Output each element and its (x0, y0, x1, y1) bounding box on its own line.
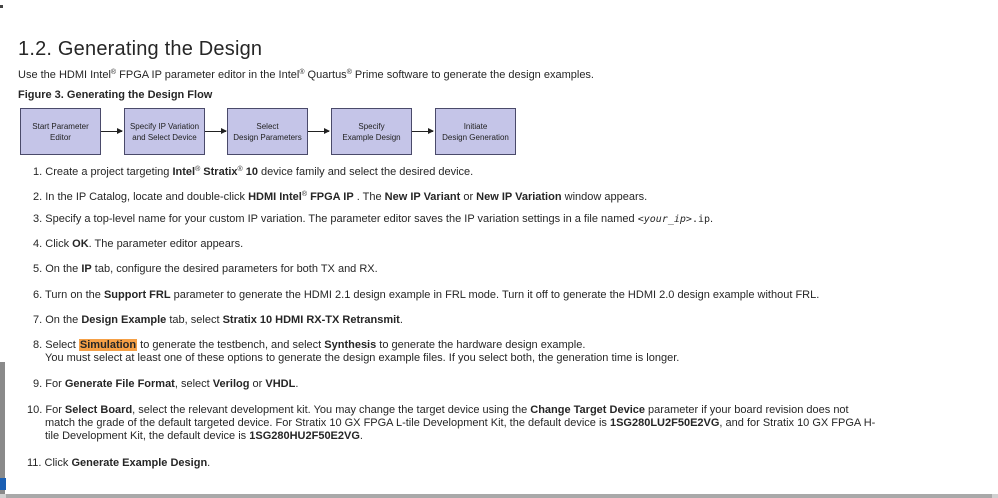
flow-step-initiate-design-generation: Initiate Design Generation (435, 108, 516, 155)
registered-mark: ® (110, 69, 117, 76)
step-number: 5. (33, 263, 43, 275)
step-text: For (45, 378, 65, 390)
step-item (33, 339, 913, 365)
step-text: to generate the hardware design example. (376, 339, 586, 351)
flow-step-start-parameter-editor: Start Parameter Editor (20, 108, 101, 155)
step-text: or (249, 378, 266, 390)
step-text: . (399, 314, 403, 326)
flow-arrow (101, 131, 122, 132)
step-text: On the (45, 263, 82, 275)
registered-mark: ® (346, 69, 352, 76)
design-flow-diagram (0, 108, 998, 160)
flow-step-select-design-parameters: Select Design Parameters (227, 108, 308, 155)
step-text: tab, select (166, 314, 223, 326)
step-text: Create a project targeting (45, 166, 173, 178)
step-text: On the (45, 314, 82, 326)
step-text: , select (174, 378, 213, 390)
intro-text: Quartus (304, 69, 347, 81)
step-number: 2. (33, 191, 43, 203)
flow-arrow (308, 131, 329, 132)
step-number: 10. (27, 404, 43, 416)
step-text: For (45, 404, 65, 416)
code-text: >.ip (685, 214, 711, 225)
step-item (33, 163, 913, 179)
left-edge-marker (0, 5, 3, 8)
step-note: You must select at least one of these options to generate the design example files. If you select both, the generation time is longer. (45, 352, 680, 364)
step-number: 6. (33, 289, 43, 301)
step-continuation (27, 417, 917, 430)
step-bold: Support FRL (103, 289, 171, 301)
code-italic: your_ip (643, 214, 686, 225)
step-text: , select the relevant development kit. You may change the target device using the (132, 404, 531, 416)
intro-text: Use the HDMI Intel (18, 69, 111, 81)
step-text: , and for Stratix 10 GX FPGA H- (719, 417, 876, 429)
step-bold: Change Target Device (530, 404, 645, 416)
step-text: or (460, 191, 477, 203)
step-text: In the IP Catalog, locate and double-click (45, 191, 249, 203)
step-item (33, 289, 913, 302)
step-bold: Synthesis (324, 339, 377, 351)
step-bold: Stratix (200, 166, 238, 178)
step-text: . (710, 213, 714, 225)
flow-step-specify-example-design: Specify Example Design (331, 108, 412, 155)
step-bold: 1SG280HU2F50E2VG (249, 430, 360, 442)
step-number: 8. (33, 339, 43, 351)
step-bold: 1SG280LU2F50E2VG (609, 417, 720, 429)
step-text: . (295, 378, 299, 390)
step-text: tab, configure the desired parameters for both TX and RX. (91, 263, 378, 275)
step-bold: New IP Variant (384, 191, 461, 203)
step-continuation (27, 430, 917, 443)
file-name-code (638, 214, 710, 225)
flow-arrow (205, 131, 226, 132)
step-bold: Verilog (212, 378, 250, 390)
step-text: . The parameter editor appears. (88, 238, 244, 250)
intro-text: Prime software to generate the design examples. (351, 69, 594, 81)
scroll-tab-icon[interactable] (0, 478, 6, 490)
step-item (33, 213, 913, 226)
step-text: parameter if your board revision does not (645, 404, 849, 416)
step-item (27, 457, 907, 470)
step-text: Click (45, 238, 73, 250)
step-bold: New IP Variation (476, 191, 562, 203)
intro-paragraph (18, 69, 594, 81)
step-bold: Select Board (64, 404, 133, 416)
intro-text: FPGA IP parameter editor in the Intel (116, 69, 300, 81)
step-item (33, 263, 913, 276)
step-number: 11. (27, 457, 42, 469)
step-text: . (359, 430, 363, 442)
step-item (33, 188, 913, 204)
step-item (33, 238, 913, 251)
registered-mark: ® (195, 166, 201, 173)
step-item (27, 404, 917, 443)
step-bold: IP (81, 263, 92, 275)
step-text: Select (45, 339, 79, 351)
step-text: parameter to generate the HDMI 2.1 design example in FRL mode. Turn it off to generate the HDMI 2.0 design example without FRL. (170, 289, 820, 301)
registered-mark: ® (301, 191, 308, 198)
step-number: 7. (33, 314, 43, 326)
figure-caption: Figure 3. Generating the Design Flow (18, 89, 213, 101)
step-text: Click (44, 457, 72, 469)
step-bold: Generate File Format (64, 378, 175, 390)
section-title: 1.2. Generating the Design (18, 38, 263, 60)
step-number: 1. (33, 166, 43, 178)
step-text: tile Development Kit, the default device is (45, 430, 250, 442)
step-text: to generate the testbench, and select (137, 339, 325, 351)
step-item (33, 314, 913, 327)
step-bold: 10 (242, 166, 258, 178)
step-text: window appears. (561, 191, 648, 203)
step-number: 4. (33, 238, 43, 250)
search-highlight: Simulation (79, 339, 137, 351)
step-text: Specify a top-level name for your custom IP variation. The parameter editor saves the IP variation settings in a file named (45, 213, 638, 225)
step-item (33, 378, 913, 391)
step-text: device family and select the desired device. (258, 166, 474, 178)
step-bold: VHDL (265, 378, 296, 390)
step-number: 9. (33, 378, 43, 390)
step-bold: Generate Example Design (71, 457, 208, 469)
step-text: match the grade of the default targeted device. For Stratix 10 GX FPGA L-tile Development Kit, the default device is (45, 417, 610, 429)
registered-mark: ® (299, 69, 305, 76)
step-number: 3. (33, 213, 43, 225)
step-text: . The (353, 191, 385, 203)
step-bold: Intel (172, 166, 196, 178)
step-text: . (207, 457, 211, 469)
step-bold: Stratix 10 HDMI RX-TX Retransmit (222, 314, 400, 326)
step-bold: Design Example (81, 314, 167, 326)
step-bold: HDMI Intel (248, 191, 302, 203)
flow-step-specify-ip-variation: Specify IP Variation and Select Device (124, 108, 205, 155)
step-bold: OK (72, 238, 89, 250)
registered-mark: ® (237, 166, 243, 173)
horizontal-scrollbar-thumb[interactable] (6, 494, 992, 498)
code-text: < (637, 214, 644, 225)
flow-arrow (412, 131, 433, 132)
step-bold: FPGA IP (307, 191, 354, 203)
step-text: Turn on the (45, 289, 104, 301)
